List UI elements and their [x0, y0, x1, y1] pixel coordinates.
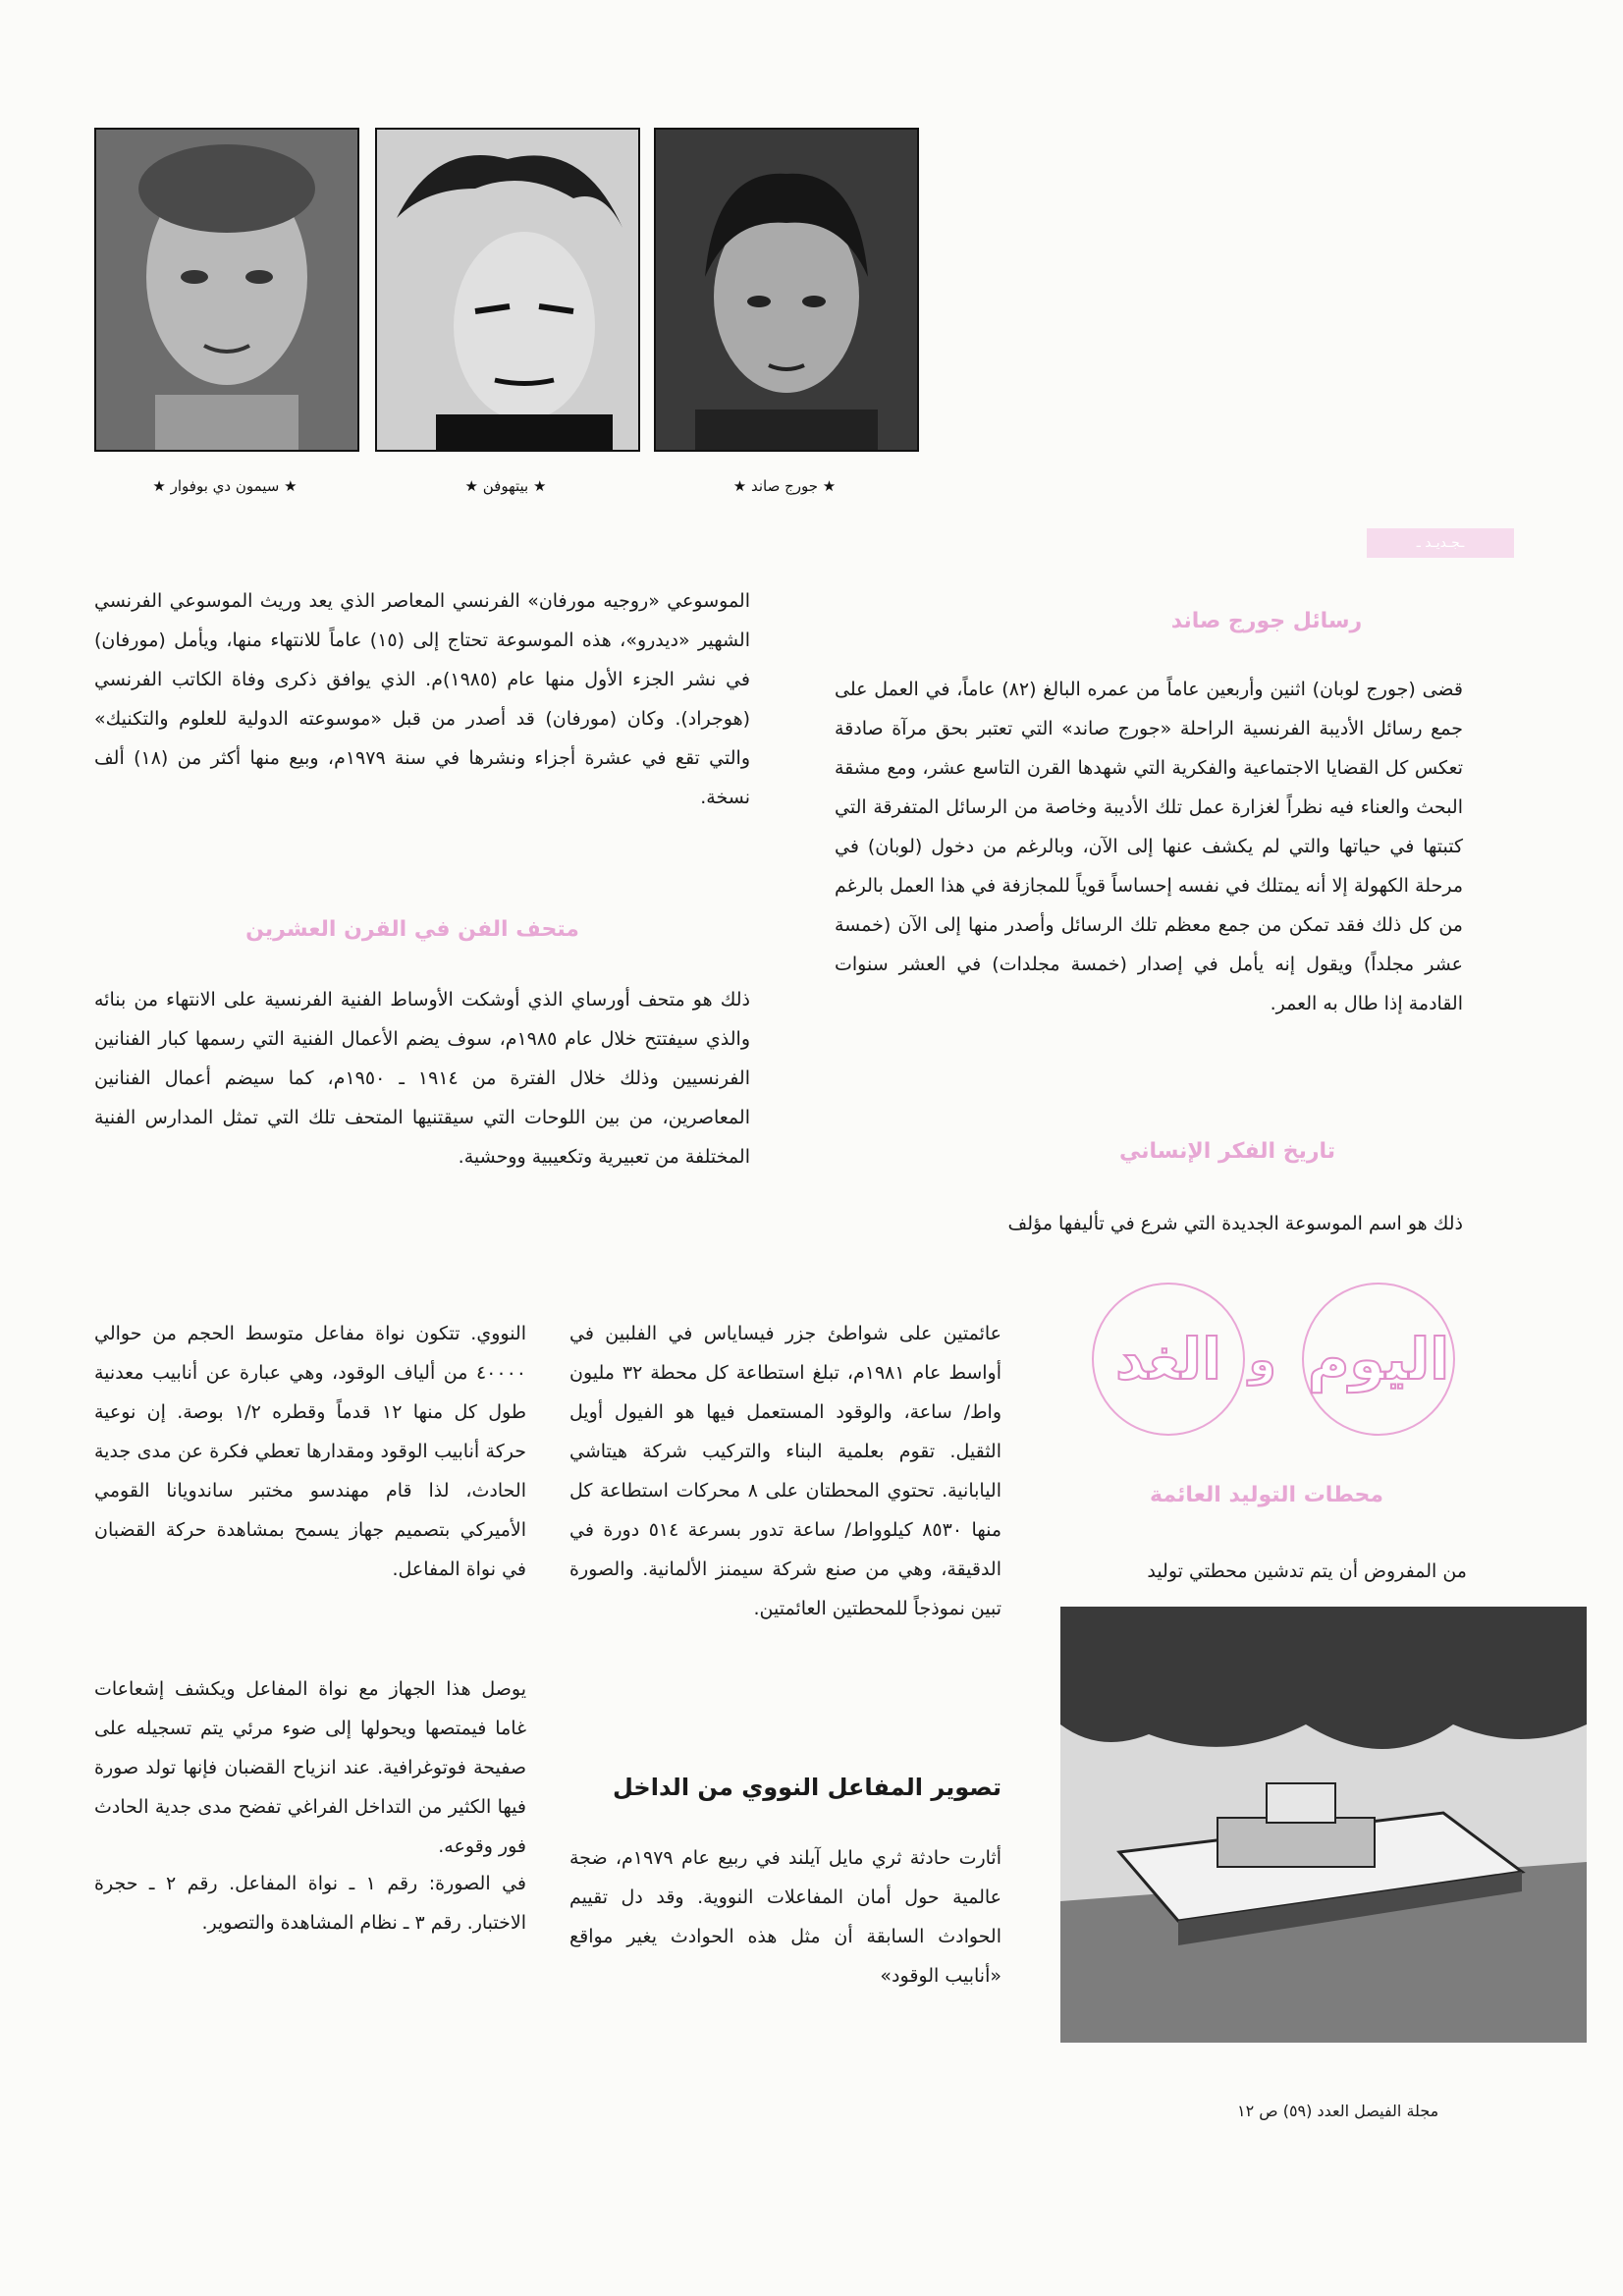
logo-word-and: و	[1249, 1336, 1276, 1386]
human-thought-body: ذلك هو اسم الموسوعة الجديدة التي شرع في تأليفها مؤلف	[1007, 1213, 1463, 1234]
caption-beauvoir: ★ سيمون دي بوفوار ★	[152, 477, 298, 495]
encyclopedia-body: الموسوعي «روجيه مورفان» الفرنسي المعاصر الذي يعد وريث الموسوعي الفرنسي الشهير «ديدرو»، هذه الموسوعة تحتاج إلى (١٥) عاماً للانتهاء منها، ويأمل (مورفان) في نشر الجزء الأول منها عام (١٩٨٥)م. الذي يوافق ذكرى وفاة الكاتب الفرنسي (هوجراد). وكان (مورفان) قد أصدر من قبل «موسوعته الدولية للعلوم والتكنيك» والتي تقع في عشرة أجزاء ونشرها في سنة ١٩٧٩م، وبيع منها أكثر من (١٨) ألف نسخة.	[94, 590, 751, 808]
museum-heading: متحف الفن في القرن العشرين	[245, 917, 579, 942]
today-circle	[1302, 1283, 1455, 1436]
caption-sand: ★ جورج صاند ★	[732, 477, 837, 495]
page-footer: مجلة الفيصل العدد (٥٩) ص ١٢	[1237, 2102, 1439, 2120]
sand-letters-body: قضى (جورج لوبان) اثنين وأربعين عاماً من عمره البالغ (٨٢) عاماً، في العمل على جمع رسائل الأديبة الفرنسية الراحلة «جورج صاند» التي تعتبر بحق مرآة صادقة تعكس كل القضايا الاجتماعية والفكرية التي شهدها القرن التاسع عشر، ومع مشقة البحث والعناء فيه نظراً لغزارة عمل تلك الأديبة وخاصة من الرسائل المتفرقة التي كتبتها في حياتها والتي لم يكشف عنها إلى الآن، وبالرغم من دخول (لوبان) في مرحلة الكهولة إلا أنه يمتلك في نفسه إحساساً قوياً للمجازفة في هذا العمل بالرغم من كل ذلك فقد تمكن من جمع معظم تلك الرسائل وأصدر منها إلى الآن (خمسة عشر مجلداً) ويقول إنه يأمل في إصدار (خمسة مجلدات) في العشر سنوات القادمة إذا طال به العمر.	[835, 679, 1463, 1014]
logo-word-today: اليوم	[1307, 1326, 1450, 1393]
new-section-tag: ـجـديـد ـ	[1367, 528, 1514, 558]
floating-plants-intro: من المفروض أن يتم تدشين محطتي توليد	[1147, 1560, 1467, 1582]
floating-plant-image	[1060, 1607, 1587, 2043]
photo-george-sand	[654, 128, 919, 452]
floating-plants-heading: محطات التوليد العائمة	[1150, 1483, 1383, 1507]
reactor-figure-legend: في الصورة: رقم ١ ـ نواة المفاعل. رقم ٢ ـ حجرة الاختبار. رقم ٣ ـ نظام المشاهدة والتصوير.	[94, 1873, 526, 1934]
reactor-body-1: النووي. تتكون نواة مفاعل متوسط الحجم من حوالي ٤٠٠٠٠ من ألياف الوقود، وهي عبارة عن أنابيب معدنية طول كل منها ١٢ قدماً وقطره ١/٢ بوصة. إن نوعية حركة أنابيب الوقود ومقدارها تعطي فكرة عن مدى جدية الحادث، لذا قام مهندسو مختبر ساندويانا القومي الأميركي بتصميم جهاز يسمح بمشاهدة حركة القضبان في نواة المفاعل.	[94, 1323, 526, 1580]
floating-plants-body: عائمتين على شواطئ جزر فيساياس في الفلبين في أواسط عام ١٩٨١م، تبلغ استطاعة كل محطة ٣٢ مليون واط/ ساعة، والوقود المستعمل فيها هو الفيول أويل الثقيل. تقوم بعلمية البناء والتركيب شركة هيتاشي اليابانية. تحتوي المحطتان على ٨ محركات استطاعة كل منها ٨٥٣٠ كيلوواط/ ساعة تدور بسرعة ٥١٤ دورة في الدقيقة، وهي من صنع شركة سيمنز الألمانية. والصورة تبين نموذجاً للمحطتين العائمتين.	[569, 1323, 1002, 1619]
reactor-heading: تصوير المفاعل النووي من الداخل	[613, 1774, 1001, 1801]
sand-letters-heading: رسائل جورج صاند	[1170, 609, 1363, 633]
museum-body: ذلك هو متحف أورساي الذي أوشكت الأوساط الفنية الفرنسية على الانتهاء من بنائه والذي سيفتتح خلال عام ١٩٨٥م، سوف يضم الأعمال الفنية التي رسمها كبار الفنانين الفرنسيين وذلك خلال الفترة من ١٩١٤ ـ ١٩٥٠م، كما سيضم أعمال الفنانين المعاصرين، من بين اللوحات التي سيقتنيها المتحف تلك التي تمثل المدارس الفنية المختلفة من تعبيرية وتكعيبية ووحشية.	[94, 989, 750, 1168]
caption-beethoven: ★ بيتهوفن ★	[464, 477, 547, 495]
photo-beethoven	[375, 128, 640, 452]
tomorrow-circle	[1092, 1283, 1245, 1436]
reactor-intro: أثارت حادثة ثري مايل آيلند في ربيع عام ١٩٧٩م، ضجة عالمية حول أمان المفاعلات النووية. وقد دل تقييم الحوادث السابقة أن مثل هذه الحوادث يغير مواقع «أنابيب الوقود»	[569, 1847, 1001, 1987]
reactor-body-2: يوصل هذا الجهاز مع نواة المفاعل ويكشف إشعاعات غاما فيمتصها ويحولها إلى ضوء مرئي يتم تسجيله على صفيحة فوتوغرافية. عند انزياح القضبان فإنها تولد صورة فيها الكثير من التداخل الفراغي تفضح مدى جدية الحادث فور وقوعه.	[94, 1678, 526, 1857]
human-thought-heading: تاريخ الفكر الإنساني	[1118, 1139, 1336, 1164]
logo-word-tomorrow: الغد	[1115, 1326, 1221, 1393]
photo-simone-de-beauvoir	[94, 128, 359, 452]
